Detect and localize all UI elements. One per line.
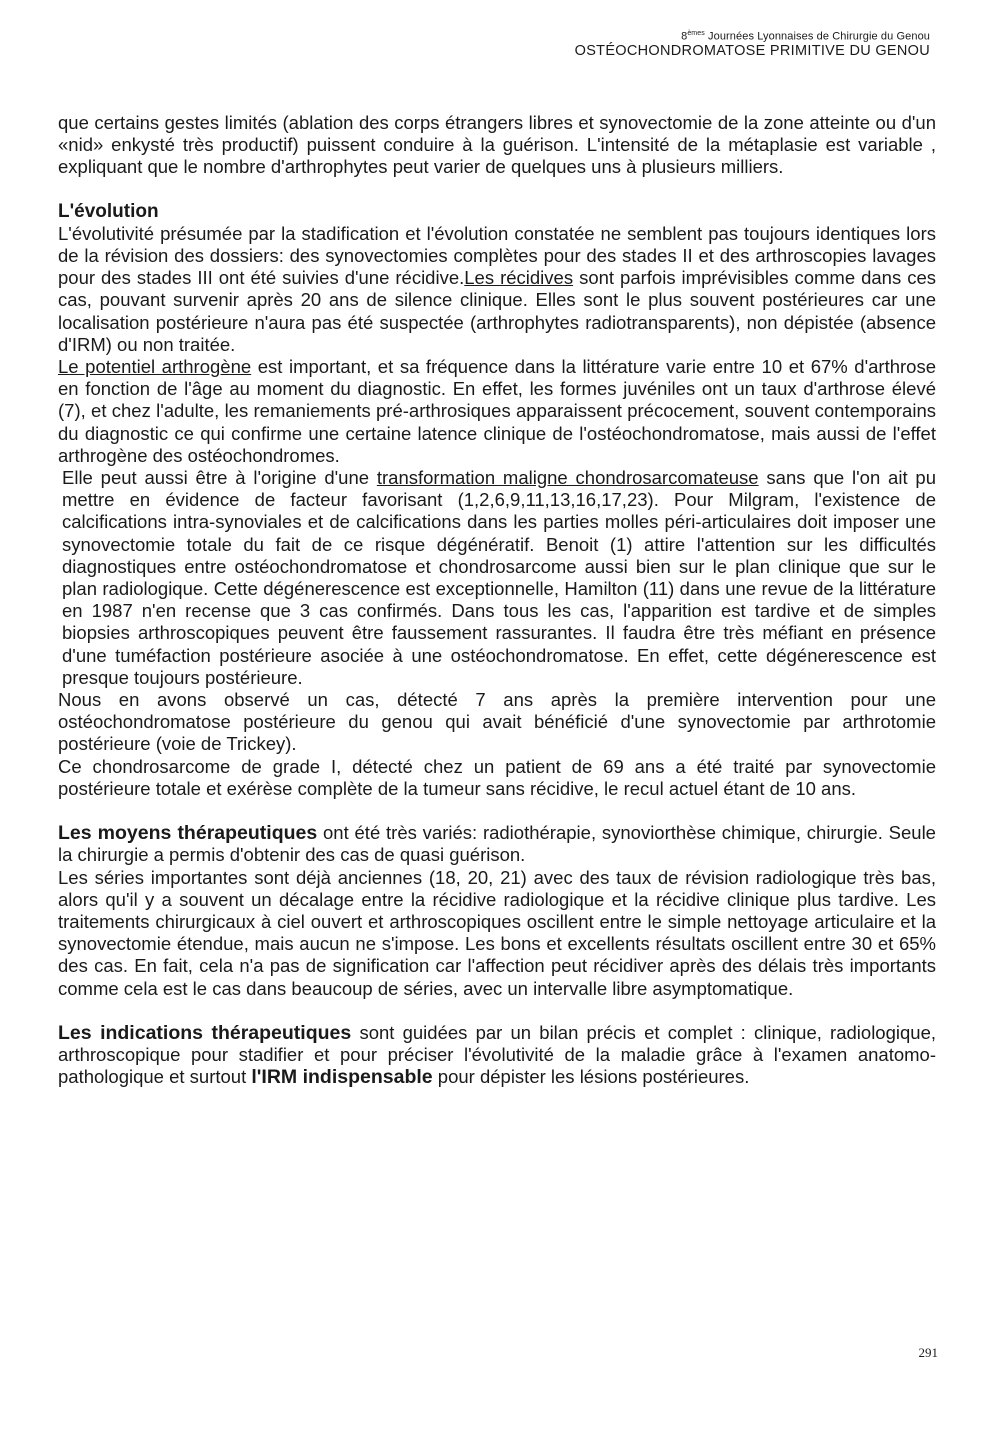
underlined-arthrogene: Le potentiel arthrogène — [58, 356, 252, 378]
paragraph-chondrosarcome: Ce chondrosarcome de grade I, détecté chez un patient de 69 ans a été traité par synovectomie postérieure totale et exérèse complète de la tumeur sans récidive, le recul actuel étant de 10 ans. — [58, 755, 936, 799]
paragraph-indications: Les indications thérapeutiques sont guidées par un bilan précis et complet : clinique, radiologique, arthroscopique pour stadifier et pour préciser l'évolutivité de la maladie grâce à l'examen anatomo-pathologique et surtout l'IRM indispensable pour dépister les lésions postérieures. — [58, 1021, 937, 1089]
conference-name: 8èmes Journées Lyonnaises de Chirurgie du Genou — [681, 30, 930, 43]
paragraph-arthrogene: Le potentiel arthrogène est important, et sa fréquence dans la littérature varie entre 10 et 67% d'arthrose en fonction de l'âge au moment du diagnostic. En effet, les formes juvéniles ont un taux d'arthrose élevé (7), et chez l'adulte, les remaniements pré-arthrosiques apparaissent précocement, souvent contemporains du diagnostic ce qui confirme une certaine latence clinique de l'ostéochondromatose, mais aussi de l'effet arthrogène des ostéochondromes. — [58, 356, 936, 466]
moyens-heading: Les moyens thérapeutiques — [58, 822, 318, 845]
paragraph-case: Nous en avons observé un cas, détecté 7 ans après la première intervention pour une ostéochondromatose postérieure du genou qui avait bénéficié d'une synovectomie par arthrotomie postérieure (voie de Trickey). — [58, 689, 936, 755]
underlined-recidives: Les récidives — [464, 267, 574, 289]
running-header — [430, 30, 930, 60]
body-text — [58, 112, 936, 1088]
paragraph-series: Les séries importantes sont déjà anciennes (18, 20, 21) avec des taux de révision radiologique très bas, alors qu'il y a souvent un décalage entre la récidive radiologique et la récidive clinique plus tardive. Les traitements chirurgicaux à ciel ouvert et arthroscopiques oscillent entre le simple nettoyage articulaire et la synovectomie étendue, mais aucun ne s'impose. Les bons et excellents résultats oscillent entre 30 et 65% des cas. En fait, cela n'a pas de signification car l'affection peut récidiver après des délais très importants comme cela est le cas dans beaucoup de séries, avec un intervalle libre asymptomatique. — [58, 866, 936, 999]
evolution-heading: L'évolution — [58, 200, 159, 222]
article-title: OSTÉOCHONDROMATOSE PRIMITIVE DU GENOU — [574, 43, 930, 60]
page-number: 291 — [918, 1345, 938, 1360]
paragraph-moyens: Les moyens thérapeutiques ont été très variés: radiothérapie, synoviorthèse chimique, chirurgie. Seule la chirurgie a permis d'obtenir des cas de quasi guérison. — [58, 822, 936, 866]
paragraph-intro: que certains gestes limités (ablation des corps étrangers libres et synovectomie de la zone atteinte ou d'un «nid» enkysté très productif) puissent conduire à la guérison. L'intensité de la métaplasie est variable , expliquant que le nombre d'arthrophytes peut varier de quelques uns à plusieurs milliers. — [58, 112, 936, 178]
underlined-transformation: transformation maligne chondrosarcomateuse — [376, 467, 759, 489]
paragraph-transformation: Elle peut aussi être à l'origine d'une transformation maligne chondrosarcomateuse sans que l'on ait pu mettre en évidence de facteur favorisant (1,2,6,9,11,13,16,17,23). Pour Milgram, l'existence de calcifications intra-synoviales et de calcifications dans les parties molles péri-articulaires doit imposer une synovectomie totale du fait de ce risque dégénératif. Benoit (1) attire l'attention sur les difficultés diagnostiques entre ostéochondromatose et chondrosarcome aussi bien sur le plan clinique que sur le plan radiologique. Cette dégénerescence est exceptionnelle, Hamilton (11) dans une revue de la littérature en 1987 n'en recense que 3 cas confirmés. Dans tous les cas, l'apparition est tardive et de simples biopsies arthroscopiques peuvent être faussement rassurantes. Il faudra être très méfiant en présence d'une tuméfaction postérieure asociée à une ostéochondromatose. En effet, cette dégénerescence est presque toujours postérieure. — [62, 467, 936, 688]
indications-heading: Les indications thérapeutiques — [58, 1021, 352, 1044]
paragraph-recidives: L'évolutivité présumée par la stadification et l'évolution constatée ne semblent pas toujours identiques lors de la révision des dossiers: des synovectomies complètes pour des stades II et des arthroscopies lavages pour des stades III ont été suivies d'une récidive.Les récidives sont parfois imprévisibles comme dans ces cas, pouvant survenir après 20 ans de silence clinique. Elles sont le plus souvent postérieures car une localisation postérieure n'aura pas été suspectée (arthrophytes radiotransparents), non dépistée (absence d'IRM) ou non traitée. — [58, 222, 936, 355]
irm-emphasis: l'IRM indispensable — [251, 1066, 433, 1089]
